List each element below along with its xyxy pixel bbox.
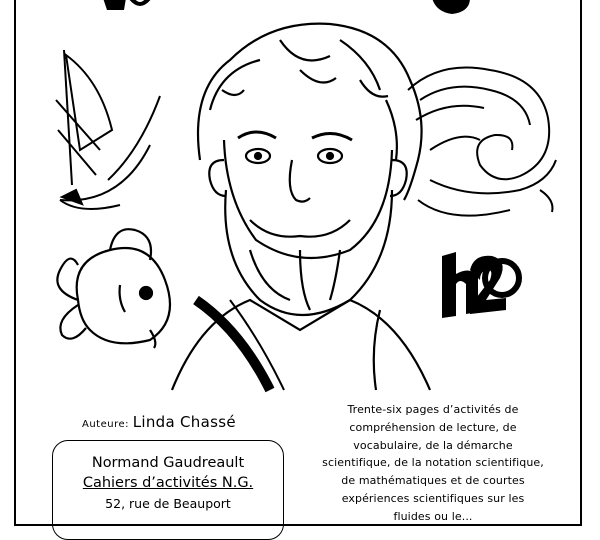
publisher-series: Cahiers d’activités N.G. [82,475,254,491]
author-prefix: Auteure: [82,419,130,430]
h2o-logo-icon [442,252,519,318]
sailboat-icon [56,50,160,209]
fish-icon [57,229,170,348]
publisher-name: Normand Gaudreault [91,455,245,471]
author-name: Linda Chassé [132,413,236,431]
description-text: Trente-six pages d’activités de compréhension de lecture, de vocabulaire, de la démarche scientifique, de la notation scientifique, de mathématiques et de courtes expériences scientifiques sur les fluides ou le... [322,403,544,523]
title-fragment [103,0,470,14]
wave-icon [408,68,556,216]
scientist-portrait-icon [172,24,430,390]
publisher-box [52,440,284,540]
publisher-address: 52, rue de Beauport [105,496,231,511]
author-line [82,413,236,431]
